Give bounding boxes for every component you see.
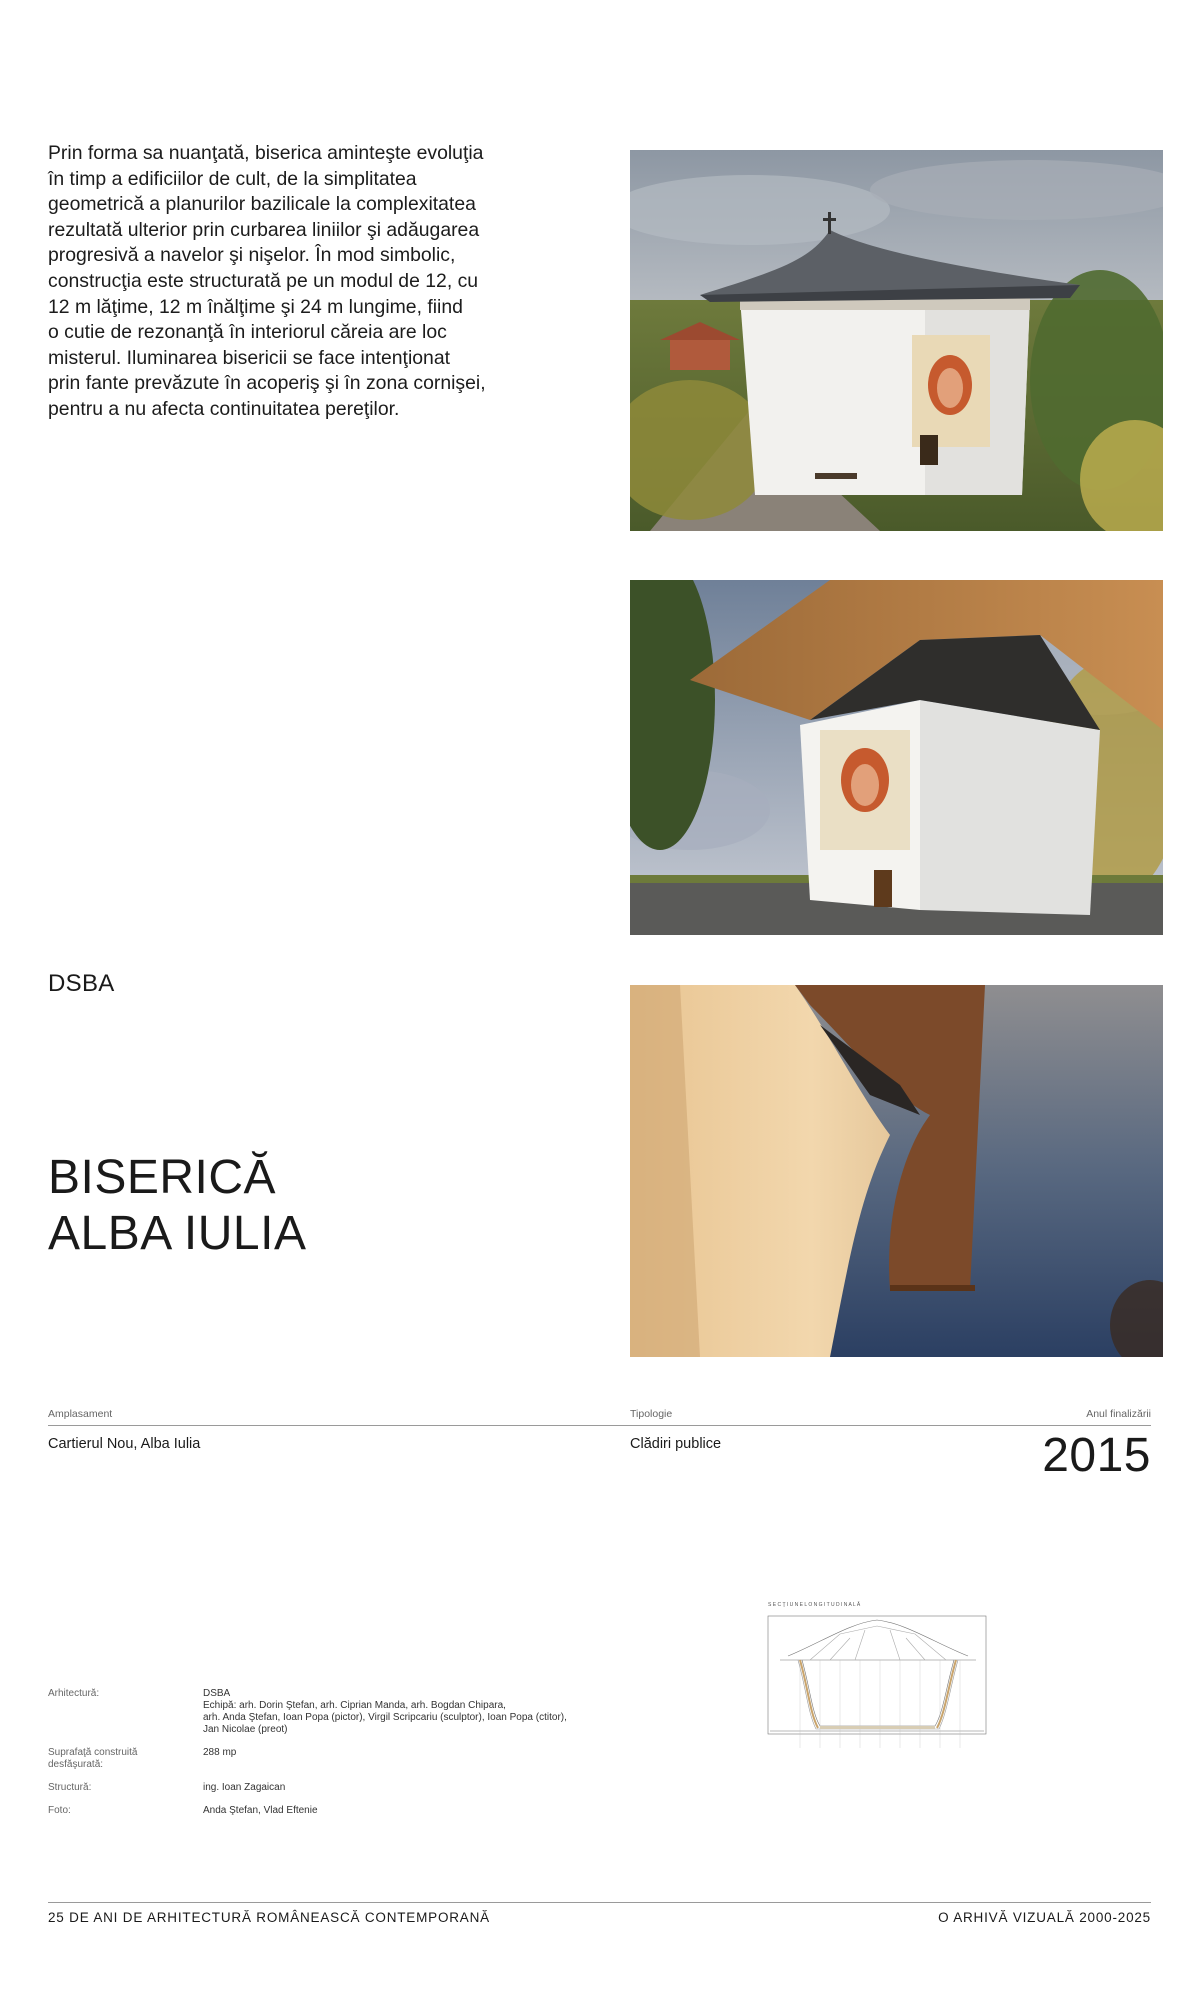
project-title-line: ALBA IULIA: [48, 1207, 307, 1260]
credit-label: Foto:: [48, 1805, 71, 1816]
project-title-line: BISERICĂ: [48, 1151, 277, 1204]
typology-label: Tipologie: [630, 1408, 673, 1420]
location-value: Cartierul Nou, Alba Iulia: [48, 1436, 201, 1452]
project-title: [48, 1150, 306, 1262]
year-label: Anul finalizării: [1086, 1408, 1151, 1420]
church-photo-cornice-detail: [630, 985, 1163, 1357]
intro-line: Prin forma sa nuanţată, biserica aminteşte evoluţia: [48, 142, 484, 164]
credit-line: Jan Nicolae (preot): [203, 1724, 288, 1735]
footer-divider: [48, 1902, 1151, 1903]
project-author: DSBA: [48, 970, 115, 997]
footer-series-title: 25 DE ANI DE ARHITECTURĂ ROMÂNEASCĂ CONTEMPORANĂ: [48, 1910, 490, 1925]
intro-paragraph: [48, 141, 538, 423]
location-label: Amplasament: [48, 1408, 113, 1420]
intro-line: în timp a edificiilor de cult, de la simplitatea: [48, 167, 417, 190]
credit-structure: [48, 1782, 628, 1794]
project-credits: [48, 1688, 628, 1828]
credit-value: ing. Ioan Zagaican: [203, 1782, 286, 1793]
footer-series-subtitle: O ARHIVĂ VIZUALĂ 2000-2025: [938, 1910, 1151, 1925]
credit-line: arh. Anda Ştefan, Ioan Popa (pictor), Virgil Scripcariu (sculptor), Ioan Popa (ctitor),: [203, 1712, 567, 1723]
church-photo-corner: [630, 580, 1163, 935]
intro-line: construcţia este structurată pe un modul de 12, cu: [48, 269, 479, 292]
intro-line: 12 m lăţime, 12 m înălţime şi 24 m lungime, fiind: [48, 295, 463, 318]
drawing-caption: S E C Ţ I U N E L O N G I T U D I N A L Ă: [768, 1602, 861, 1608]
completion-year: 2015: [1042, 1429, 1151, 1482]
credit-value: 288 mp: [203, 1747, 237, 1758]
credit-value: [203, 1688, 628, 1736]
credit-label: [48, 1747, 203, 1771]
church-photo-aerial: [630, 150, 1163, 531]
longitudinal-section-drawing: [740, 1598, 1000, 1760]
credit-photo: [48, 1805, 628, 1817]
credit-label-line: Suprafaţă construită: [48, 1747, 138, 1758]
intro-line: progresivă a navelor şi nişelor. În mod simbolic,: [48, 244, 456, 267]
intro-line: geometrică a planurilor bazilicale la complexitatea: [48, 193, 476, 216]
intro-line: rezultată ulterior prin curbarea liniilor şi adăugarea: [48, 218, 480, 241]
credit-architecture: [48, 1688, 628, 1736]
credit-line: Echipă: arh. Dorin Ştefan, arh. Ciprian Manda, arh. Bogdan Chipara,: [203, 1700, 506, 1711]
typology-value: Clădiri publice: [630, 1436, 722, 1452]
credit-label-line: desfăşurată:: [48, 1759, 104, 1770]
credit-label: Structură:: [48, 1782, 92, 1793]
intro-line: o cutie de rezonanţă în interiorul căreia are loc: [48, 321, 447, 344]
intro-line: misterul. Iluminarea bisericii se face intenţionat: [48, 346, 450, 369]
intro-line: prin fante prevăzute în acoperiş şi în zona cornişei,: [48, 372, 486, 395]
credit-value: Anda Ştefan, Vlad Eftenie: [203, 1805, 318, 1816]
intro-line: pentru a nu afecta continuitatea pereţilor.: [48, 397, 400, 420]
credit-line: DSBA: [203, 1688, 231, 1699]
credit-area: [48, 1747, 628, 1771]
credit-label: Arhitectură:: [48, 1688, 100, 1699]
meta-divider: [48, 1425, 1151, 1426]
